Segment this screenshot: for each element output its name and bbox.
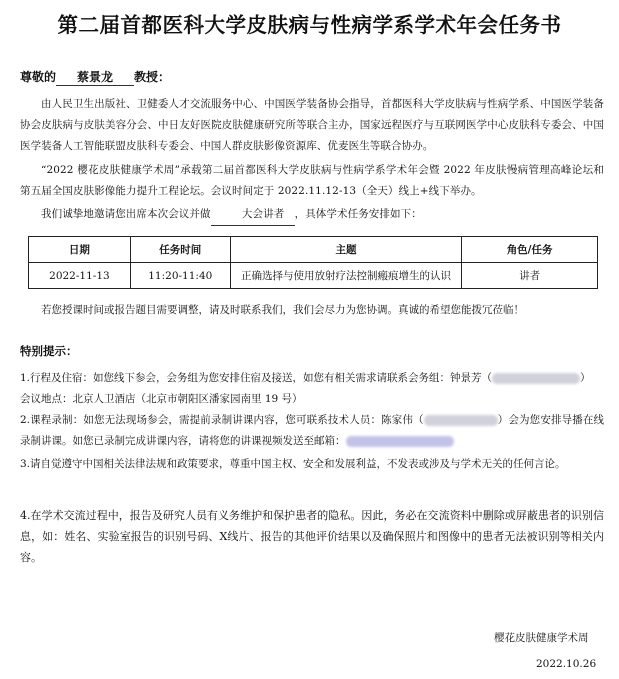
recipient-name: 蔡景龙 (56, 68, 134, 86)
cell-topic: 正确选择与使用放射疗法控制瘢痕增生的认识 (230, 263, 462, 289)
invitation-task: 大会讲者 (211, 204, 295, 226)
redacted-phone (492, 373, 580, 384)
redacted-phone (424, 415, 498, 426)
note-conduct: 3.请自觉遵守中国相关法律法规和政策要求，尊重中国主权、安全和发展利益，不发表或涉及与学术无关的任何言论。 (20, 458, 566, 470)
invitation-prefix: 我们诚挚地邀请您出席本次会议并做 (41, 208, 211, 220)
salutation-suffix: 教授： (134, 70, 171, 84)
note-recording (20, 410, 604, 452)
note-travel-venue: 会议地点：北京人卫酒店（北京市朝阳区潘家园南里 19 号） (20, 393, 303, 405)
invitation-line (20, 204, 604, 226)
header-time: 任务时间 (130, 237, 230, 263)
note-privacy: 4.在学术交流过程中，报告及研究人员有义务维护和保护患者的隐私。因此，务必在交流资料中删除或屏蔽患者的识别信息，如：姓名、实验室报告的识别号码、X线片、报告的其他评价结果以及确保照片和图像中的患者无法被识别等相关内容。 (20, 509, 604, 564)
redacted-email (346, 436, 454, 447)
schedule-table (28, 236, 598, 289)
schedule-header-row (29, 237, 598, 263)
note-travel-text: 1.行程及住宿：如您线下参会，会务组为您安排住宿及接送，如您有相关需求请联系会务组：钟景芳（ (20, 372, 493, 384)
signature-date: 2022.10.26 (536, 658, 597, 670)
intro-paragraph-organizers: 由人民卫生出版社、卫健委人才交流服务中心、中国医学装备协会指导，首都医科大学皮肤病与性病学系、中国医学装备协会皮肤病与皮肤美容分会、中日友好医院皮肤健康研究所等联合主办，国家远程医疗与互联网医学中心皮肤科专委会、中国医学装备人工智能联盟皮肤科专委会、中国人群皮肤影像资源库、优麦医生等联合协办。 (20, 98, 604, 152)
salutation (20, 68, 170, 86)
header-topic: 主题 (230, 237, 462, 263)
salutation-prefix: 尊敬的 (20, 70, 57, 84)
note-recording-mid: ）会为您安排导播在线录制讲课。如您已录制完成讲课内容，请将您的讲课视频发送至邮箱： (20, 414, 604, 447)
cell-date: 2022-11-13 (29, 263, 131, 289)
note-travel-close: ） (580, 372, 591, 384)
note-travel (20, 368, 604, 410)
closing-paragraph: 若您授课时间或报告题目需要调整，请及时联系我们，我们会尽力为您协调。真诚的希望您能拨冗莅临！ (41, 304, 524, 316)
note-recording-text: 2.课程录制：如您无法现场参会，需提前录制讲课内容，您可联系技术人员：陈家伟（ (20, 414, 424, 426)
header-date: 日期 (29, 237, 131, 263)
document-title: 第二届首都医科大学皮肤病与性病学系学术年会任务书 (57, 13, 562, 37)
cell-time: 11:20-11:40 (130, 263, 230, 289)
invitation-suffix: ，具体学术任务安排如下： (294, 208, 422, 220)
special-notes-heading: 特别提示： (20, 344, 78, 358)
intro-paragraph-event: “2022 樱花皮肤健康学术周”承载第二届首都医科大学皮肤病与性病学系学术年会暨 2022 年皮肤慢病管理高峰论坛和第五届全国皮肤影像能力提升工程论坛。会议时间定于 2022.11.12-13（全天）线上+线下举办。 (20, 164, 604, 197)
header-role: 角色/任务 (462, 237, 598, 263)
table-row (29, 263, 598, 289)
signature-organization: 樱花皮肤健康学术周 (494, 632, 589, 644)
cell-role: 讲者 (462, 263, 598, 289)
